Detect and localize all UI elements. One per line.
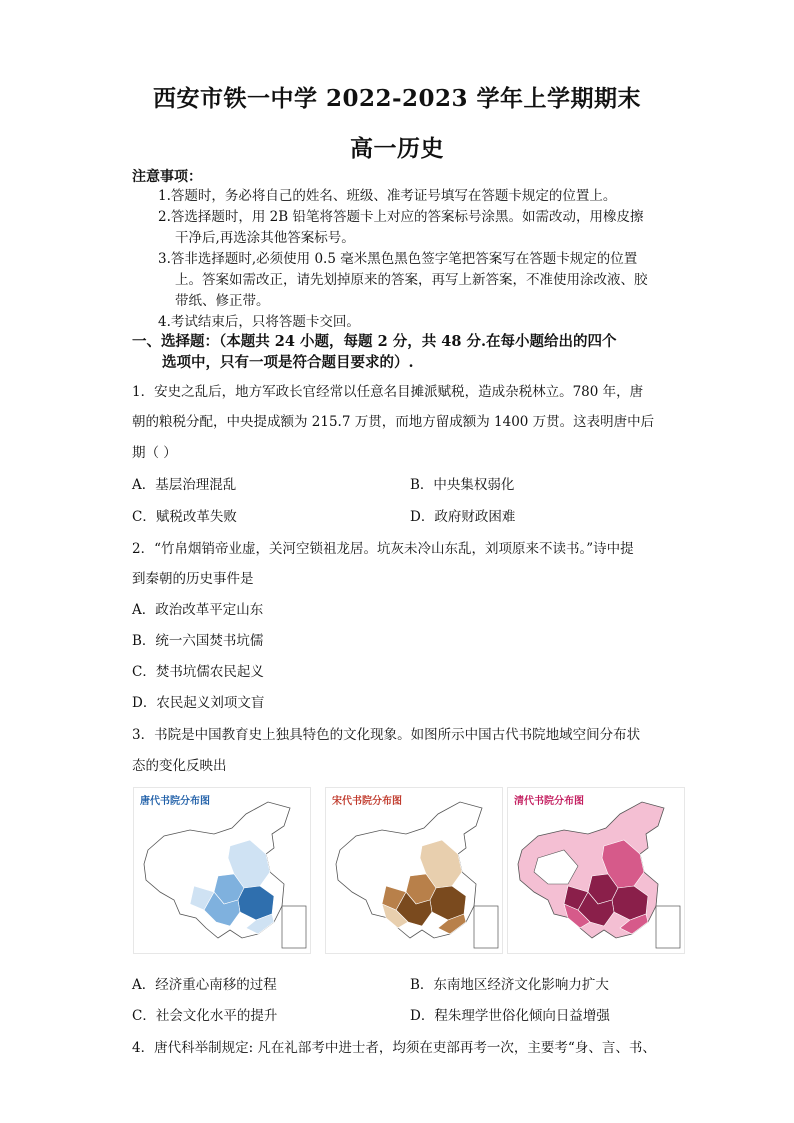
map-song-title: 宋代书院分布图 — [332, 796, 402, 807]
notice-item-3-cont2: 带纸、修正带。 — [175, 293, 270, 309]
notice-item-2: 2.答选择题时，用 2B 铅笔将答题卡上对应的答案标号涂黑。如需改动，用橡皮擦 — [158, 209, 644, 225]
q3-line-2: 态的变化反映出 — [132, 758, 227, 774]
map-tang-title: 唐代书院分布图 — [140, 796, 210, 807]
q3-option-d[interactable]: D．程朱理学世俗化倾向日益增强 — [410, 1008, 610, 1024]
q1-line-1: 1．安史之乱后，地方军政长官经常以任意名目摊派赋税，造成杂税林立。780 年，唐 — [132, 384, 644, 400]
q1-line-2: 朝的粮税分配，中央提成额为 215.7 万贯，而地方留成额为 1400 万贯。这表明唐中后 — [132, 414, 655, 430]
map-song — [325, 787, 503, 954]
q2-option-c[interactable]: C．焚书坑儒农民起义 — [132, 664, 264, 680]
china-map-qing-figure — [508, 788, 684, 953]
notice-item-2-cont: 干净后,再选涂其他答案标号。 — [175, 230, 355, 246]
section-heading-cont: 选项中，只有一项是符合题目要求的）. — [162, 354, 414, 371]
q1-option-d[interactable]: D．政府财政困难 — [410, 509, 516, 525]
exam-title: 西安市铁一中学 2022-2023 学年上学期期末 — [152, 85, 642, 112]
q3-line-1: 3．书院是中国教育史上独具特色的文化现象。如图所示中国古代书院地域空间分布状 — [132, 727, 641, 743]
notice-item-3-cont: 上。答案如需改正，请先划掉原来的答案，再写上新答案，不准使用涂改液、胶 — [175, 272, 648, 288]
notice-heading: 注意事项： — [132, 169, 202, 185]
q2-line-1: 2．“竹帛烟销帝业虚，关河空锁祖龙居。坑灰未冷山东乱，刘项原来不读书。”诗中提 — [132, 541, 634, 557]
q1-line-3: 期（ ） — [132, 445, 177, 461]
section-heading: 一、选择题：（本题共 24 小题，每题 2 分，共 48 分.在每小题给出的四个 — [132, 333, 617, 350]
notice-item-1: 1.答题时，务必将自己的姓名、班级、准考证号填写在答题卡规定的位置上。 — [158, 188, 617, 204]
china-map-tang-figure — [134, 788, 310, 953]
q2-option-a[interactable]: A．政治改革平定山东 — [132, 602, 264, 618]
q4-line-1: 4．唐代科举制规定: 凡在礼部考中进士者，均须在吏部再考一次，主要考“身、言、书、 — [132, 1040, 656, 1056]
q3-option-a[interactable]: A．经济重心南移的过程 — [132, 977, 277, 993]
notice-item-3: 3.答非选择题时,必须使用 0.5 毫米黑色黑色签字笔把答案写在答题卡规定的位置 — [158, 251, 638, 267]
q2-line-2: 到秦朝的历史事件是 — [132, 571, 254, 587]
q3-option-c[interactable]: C．社会文化水平的提升 — [132, 1008, 278, 1024]
q1-option-b[interactable]: B．中央集权弱化 — [410, 477, 515, 493]
china-map-song-figure — [326, 788, 502, 953]
map-qing-title: 清代书院分布图 — [514, 796, 584, 807]
map-qing — [507, 787, 685, 954]
q3-option-b[interactable]: B．东南地区经济文化影响力扩大 — [410, 977, 609, 993]
notice-item-4: 4.考试结束后，只将答题卡交回。 — [158, 314, 360, 330]
q1-option-c[interactable]: C．赋税改革失败 — [132, 509, 237, 525]
q1-option-a[interactable]: A．基层治理混乱 — [132, 477, 237, 493]
exam-subject: 高一历史 — [350, 135, 444, 162]
map-tang — [133, 787, 311, 954]
q2-option-b[interactable]: B．统一六国焚书坑儒 — [132, 633, 264, 649]
q2-option-d[interactable]: D．农民起义刘项文盲 — [132, 695, 265, 711]
